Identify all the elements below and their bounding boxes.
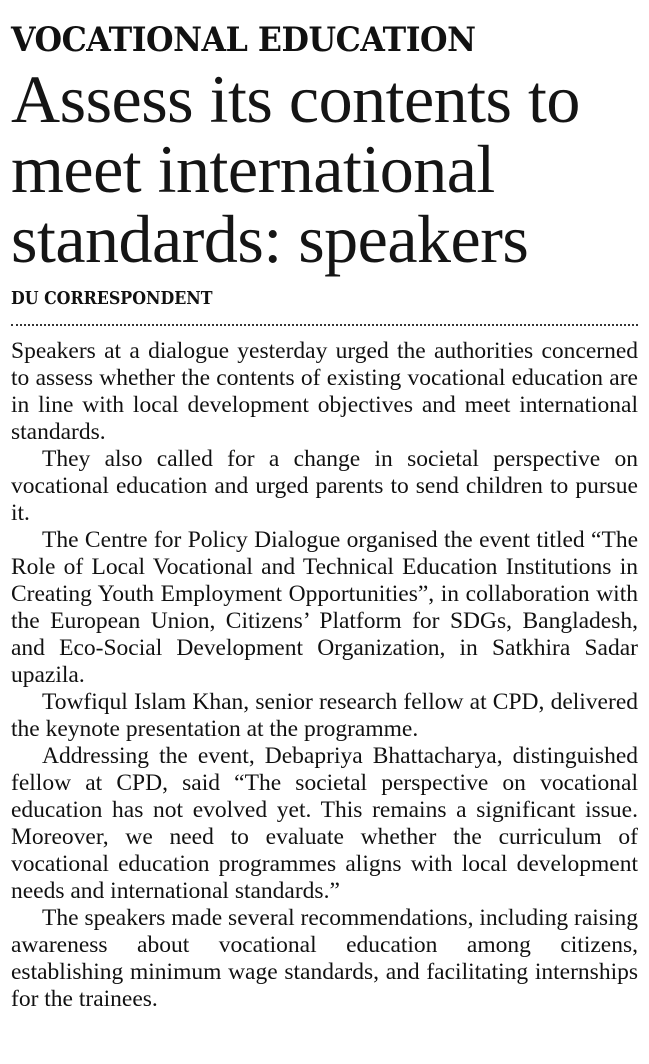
section-kicker: VOCATIONAL EDUCATION — [11, 20, 476, 60]
article-paragraph: Towfiqul Islam Khan, senior research fellow at CPD, delivered the keynote presentation at the programme. — [11, 689, 638, 742]
article-headline: Assess its contents to meet international standards: speakers — [11, 61, 580, 277]
article-body — [11, 338, 638, 1013]
article-paragraph: The speakers made several recommendations, including raising awareness about vocational education among citizens, establishing minimum wage standards, and facilitating internships for the trainees. — [11, 905, 638, 1012]
article-paragraph: Addressing the event, Debapriya Bhattacharya, distinguished fellow at CPD, said “The societal perspective on vocational education has not evolved yet. This remains a significant issue. Moreover, we need to evaluate whether the curriculum of vocational education programmes aligns with local development needs and international standards.” — [11, 743, 638, 904]
dotted-divider — [11, 324, 638, 326]
byline: DU CORRESPONDENT — [11, 288, 213, 309]
article-paragraph: Speakers at a dialogue yesterday urged the authorities concerned to assess whether the contents of existing vocational education are in line with local development objectives and meet international standards. — [11, 338, 638, 445]
article-paragraph: They also called for a change in societal perspective on vocational education and urged parents to send children to pursue it. — [11, 446, 638, 526]
article-paragraph: The Centre for Policy Dialogue organised the event titled “The Role of Local Vocational and Technical Education Institutions in Creating Youth Employment Opportunities”, in collaboration with the European Union, Citizens’ Platform for SDGs, Bangladesh, and Eco-Social Development Organization, in Satkhira Sadar upazila. — [11, 527, 638, 688]
news-article — [11, 20, 638, 1013]
